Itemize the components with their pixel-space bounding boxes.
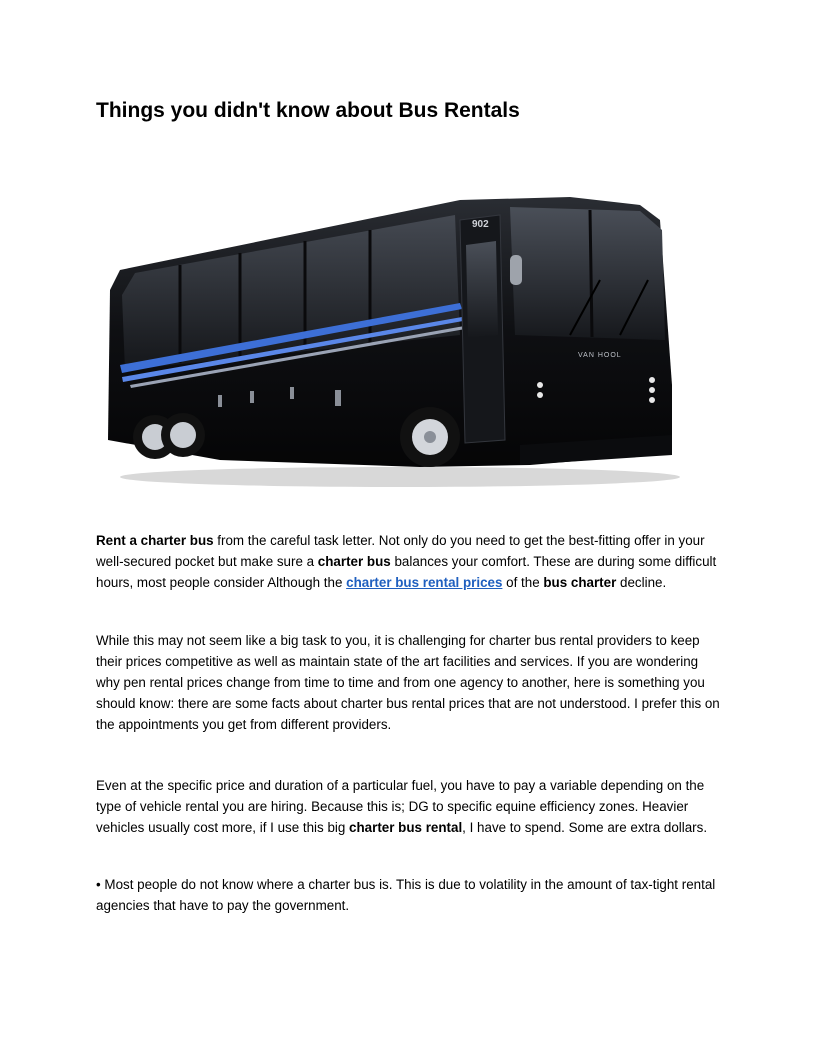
bold-text: Rent a charter bus (96, 533, 214, 548)
paragraph-4-bullet: • Most people do not know where a charter bus is. This is due to volatility in the amount of tax-tight rental agencies that have to pay the government. (96, 877, 716, 913)
text-span: balances your comfort. These are during some difficult hours, most people consider Although the (96, 554, 717, 590)
text-span: , I have to spend. Some are extra dollars. (462, 820, 708, 835)
bus-image (100, 185, 690, 495)
charter-bus-rental-prices-link[interactable]: charter bus rental prices (346, 575, 503, 590)
text-span: of the (502, 575, 544, 590)
paragraph-3 (96, 775, 722, 838)
paragraph-2: While this may not seem like a big task to you, it is challenging for charter bus rental providers to keep their prices competitive as well as maintain state of the art facilities and services. If you are wondering why pen rental prices change from time to time and from one agency to another, here is something you should know: there are some facts about charter bus rental prices that are not understood. I prefer this on the appointments you get from different providers. (96, 633, 720, 732)
bold-text: charter bus rental (349, 820, 463, 835)
text-span: from the careful task letter. Not only do you need to get the best-fitting offer in your well-secured pocket but make sure a (96, 533, 705, 569)
text-span: decline. (616, 575, 667, 590)
bus-number-label: 902 (472, 219, 489, 230)
paragraph-1 (96, 530, 722, 593)
bold-text: bus charter (543, 575, 617, 590)
bus-brand-label: VAN HOOL (578, 352, 622, 359)
text-span: Even at the specific price and duration of a particular fuel, you have to pay a variable depending on the type of vehicle rental you are hiring. Because this is; DG to specific equine efficiency zones. Heavier vehicles usually cost more, if I use this big (96, 778, 705, 835)
bold-text: charter bus (317, 554, 391, 569)
page-title: Things you didn't know about Bus Rentals (96, 99, 520, 122)
